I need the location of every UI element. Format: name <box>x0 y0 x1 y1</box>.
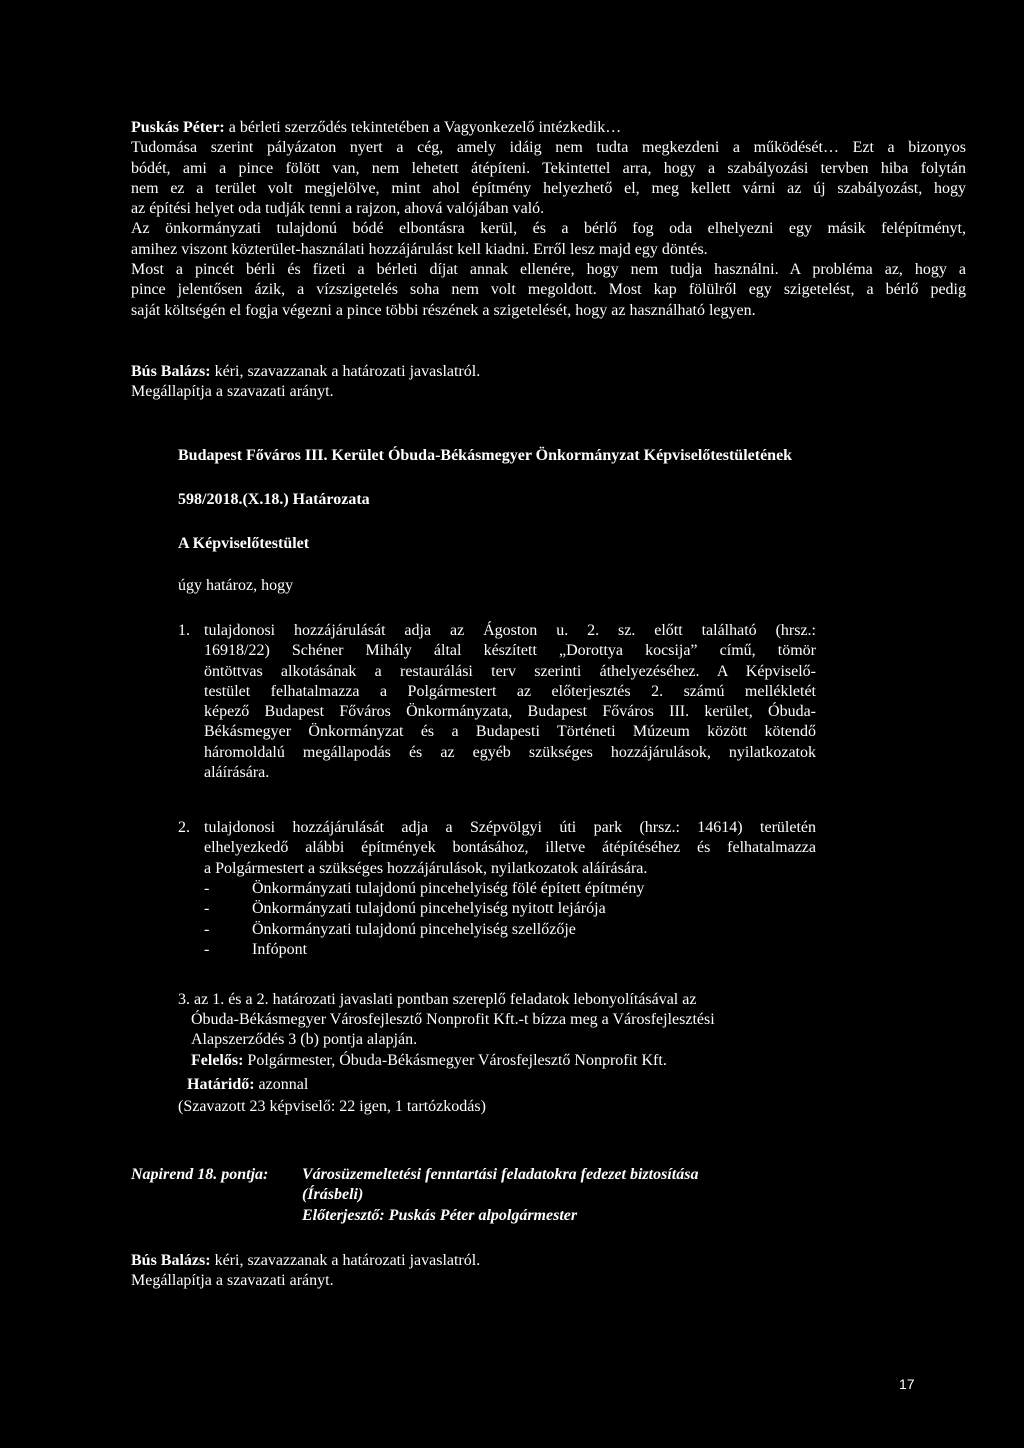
resolution-number: 598/2018.(X.18.) Határozata <box>178 491 370 508</box>
list-item: - Önkormányzati tulajdonú pincehelyiség szellőzője <box>204 920 576 938</box>
resolution-body: A Képviselőtestület <box>178 535 310 552</box>
agenda-presenter: Előterjesztő: Puskás Péter alpolgármester <box>302 1206 578 1224</box>
deadline-line: Határidő: azonnal <box>187 1076 309 1093</box>
intro-line-4: nem ez a terület volt megjelölve, mint ahol építmény helyezhető el, meg kellett várni az új szabályozást, hogy <box>131 179 966 197</box>
point-2-list <box>204 879 644 960</box>
agenda-subtitle: (Írásbeli) <box>302 1186 364 1204</box>
speaker-name: Puskás Péter: <box>131 119 225 136</box>
intro-line-6: Az önkormányzati tulajdonú bódé elbontásra kerül, és a bérlő fog oda elhelyezni egy másik felépítményt, <box>131 220 966 238</box>
page-number: 17 <box>899 1376 915 1392</box>
vote-ratio-text: Megállapítja a szavazati arányt. <box>131 1272 334 1290</box>
vote-call-1: Bús Balázs: kéri, szavazzanak a határozati javaslatról. Megállapítja a szavazati arányt. <box>131 362 480 403</box>
resolution-issuer: Budapest Főváros III. Kerület Óbuda-Békásmegyer Önkormányzat Képviselőtestületének <box>178 447 793 464</box>
responsible-line: Felelős: Polgármester, Óbuda-Békásmegyer Városfejlesztő Nonprofit Kft. <box>191 1051 667 1069</box>
vote-call-2: Bús Balázs: kéri, szavazzanak a határozati javaslatról. Megállapítja a szavazati arányt. <box>131 1251 480 1292</box>
point-2-number: 2. <box>178 819 190 836</box>
list-item: - Infópont <box>204 940 308 958</box>
point-1-text: tulajdonosi hozzájárulását adja az Ágoston u. 2. sz. előtt található (hrsz.: 16918/22) Schéner Mihály által készített „Dorottya kocsija” című, tömör öntöttvas alkotásának a restaurálási terv szerinti áthelyezéséhez. A Képviselő- testület felhatalmazza a Polgármestert az előterjesztés 2. számú mellékletét képező Budapest Főváros Önkormányzata, Budapest Főváros III. kerület, Óbuda- Békásmegyer Önkormányzat és a Budapesti Történeti Múzeum között kötendő háromoldalú megállapodás és az egyéb szükséges hozzájárulások, nyilatkozatok aláírására. <box>204 622 816 782</box>
intro-line-8: Most a pincét bérli és fizeti a bérleti díjat annak ellenére, hogy nem tudja használni. A probléma az, hogy a <box>131 261 966 279</box>
point-2-text: tulajdonosi hozzájárulását adja a Szépvölgyi úti park (hrsz.: 14614) területén elhelyezkedő alábbi építmények bontásához, illetve átépítéséhez és felhatalmazza a Polgármestert a szükséges hozzájárulások, nyilatkozatok aláírására. <box>204 819 816 877</box>
list-item: - Önkormányzati tulajdonú pincehelyiség nyitott lejárója <box>204 900 606 918</box>
speaker-name: Bús Balázs: <box>131 1252 211 1269</box>
speaker-name: Bús Balázs: <box>131 363 211 380</box>
point-1-number: 1. <box>178 622 190 639</box>
point-3-first-line: 3. az 1. és a 2. határozati javaslati pontban szereplő feladatok lebonyolításával az <box>178 991 697 1008</box>
point-3-text: Óbuda-Békásmegyer Városfejlesztő Nonprofit Kft.-t bízza meg a Városfejlesztési Alapszerződés 3 (b) pontja alapján. Felelős: Polgármester, Óbuda-Békásmegyer Városfejlesztő Nonprofit Kft. <box>191 1010 715 1071</box>
intro-line-3: bódét, ami a pince fölött van, nem lehetett átépíteni. Tekintettel arra, hogy a szabályozási tervben hiba folytán <box>131 159 966 177</box>
intro-line-10: saját költségén el fogja végezni a pince többi részének a szigetelését, hogy az használható legyen. <box>131 301 756 319</box>
agenda-label: Napirend 18. pontja: <box>131 1166 269 1183</box>
intro-line-7: amihez viszont közterület-használati hozzájárulást kell kiadni. Erről lesz majd egy döntés. <box>131 240 708 258</box>
vote-result: (Szavazott 23 képviselő: 22 igen, 1 tartózkodás) <box>178 1098 486 1115</box>
intro-line-2: Tudomása szerint pályázaton nyert a cég, amely idáig nem tudta megkezdeni a működését… Ezt a bizonyos <box>131 139 966 157</box>
intro-line-9: pince jelentősen ázik, a vízszigetelés soha nem volt megoldott. Most kap fölülről egy szigetelést, a bérlő pedig <box>131 281 966 299</box>
intro-section <box>131 118 966 321</box>
intro-line-1: Puskás Péter: a bérleti szerződés tekintetében a Vagyonkezelő intézkedik… <box>131 119 622 136</box>
vote-ratio-text: Megállapítja a szavazati arányt. <box>131 383 334 401</box>
resolution-decides: úgy határoz, hogy <box>178 577 294 594</box>
agenda-title-block <box>302 1165 698 1226</box>
list-item: - Önkormányzati tulajdonú pincehelyiség fölé épített építmény <box>204 880 645 897</box>
intro-line-5: az építési helyet oda tudják tenni a rajzon, ahová valójában való. <box>131 200 545 218</box>
agenda-title: Városüzemeltetési fenntartási feladatokra fedezet biztosítása <box>302 1166 699 1183</box>
